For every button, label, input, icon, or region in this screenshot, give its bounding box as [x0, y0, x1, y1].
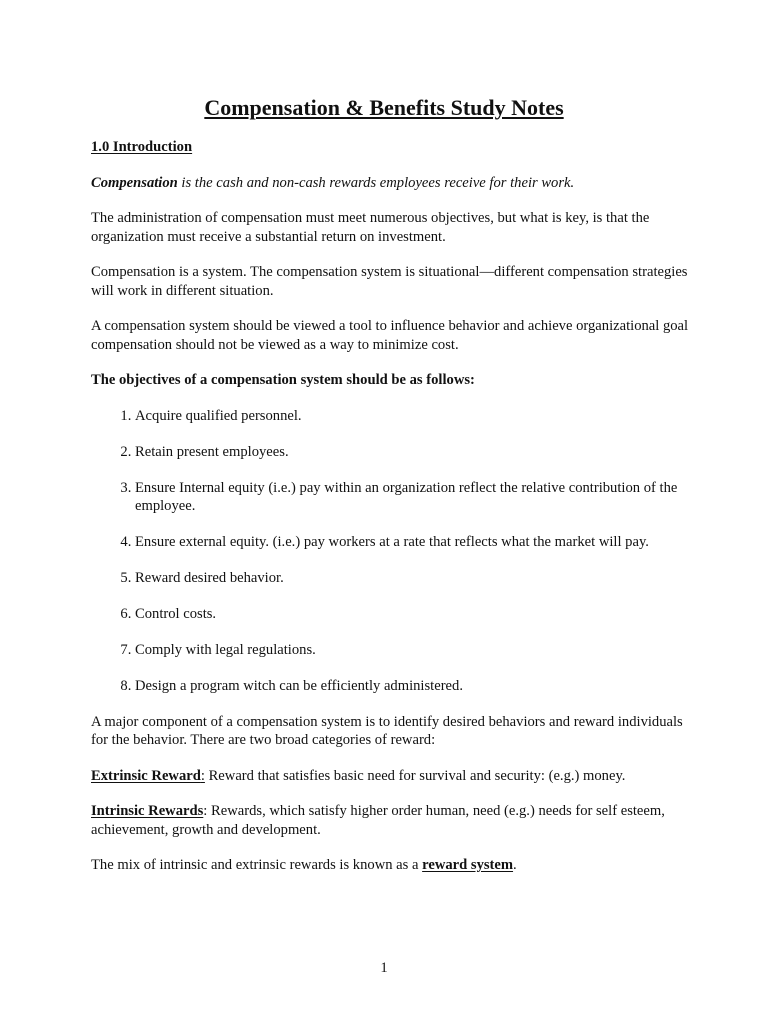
reward-system-trail: .: [513, 857, 517, 873]
objectives-list: [91, 407, 691, 696]
list-item: 6. Control costs.: [135, 605, 691, 624]
page-title: Compensation & Benefits Study Notes: [204, 95, 564, 120]
extrinsic-reward-term: Extrinsic Reward: [91, 767, 201, 784]
reward-system-lead: The mix of intrinsic and extrinsic rewards is known as a: [91, 857, 423, 873]
intrinsic-reward-term: Intrinsic Rewards: [91, 803, 204, 819]
rewards-intro-paragraph: A major component of a compensation system is to identify desired behaviors and reward individuals for the behavior. There are two broad categories of reward:: [91, 713, 683, 748]
list-item: 4. Ensure external equity. (i.e.) pay workers at a rate that reflects what the market will pay.: [135, 533, 691, 552]
reward-system-paragraph: [91, 856, 691, 875]
definition-paragraph: [91, 174, 691, 193]
intrinsic-reward-paragraph: [91, 802, 691, 839]
paragraph-tool: A compensation system should be viewed a tool to influence behavior and achieve organizational goal compensation should not be viewed as a way to minimize cost.: [91, 318, 689, 353]
extrinsic-reward-paragraph: [91, 767, 691, 786]
intrinsic-reward-colon: :: [203, 803, 208, 819]
paragraph-administration: The administration of compensation must meet numerous objectives, but what is key, is that the organization must receive a substantial return on investment.: [91, 210, 650, 245]
extrinsic-reward-text: Reward that satisfies basic need for survival and security: (e.g.) money.: [204, 767, 626, 784]
list-item: 5. Reward desired behavior.: [135, 569, 691, 588]
extrinsic-reward-colon: :: [200, 767, 205, 784]
page-number: 1: [380, 960, 388, 976]
document-body: [91, 138, 691, 892]
paragraph-system: Compensation is a system. The compensation system is situational—different compensation strategies will work in different situation.: [91, 264, 688, 299]
reward-system-term: reward system: [422, 857, 514, 873]
definition-term: Compensation: [91, 174, 178, 191]
definition-text: is the cash and non-cash rewards employees receive for their work.: [177, 174, 575, 191]
section-heading: 1.0 Introduction: [91, 139, 193, 155]
intrinsic-reward-text: Rewards, which satisfy higher order human, need (e.g.) needs for self esteem, achievement, growth and development.: [91, 803, 665, 838]
list-item: 7. Comply with legal regulations.: [135, 641, 691, 660]
list-item: 3. Ensure Internal equity (i.e.) pay within an organization reflect the relative contribution of the employee.: [135, 479, 691, 516]
list-item: 1. Acquire qualified personnel.: [135, 407, 691, 426]
list-item: 2. Retain present employees.: [135, 443, 691, 462]
list-item: 8. Design a program witch can be efficiently administered.: [135, 677, 691, 696]
objectives-heading: The objectives of a compensation system should be as follows:: [91, 372, 475, 388]
